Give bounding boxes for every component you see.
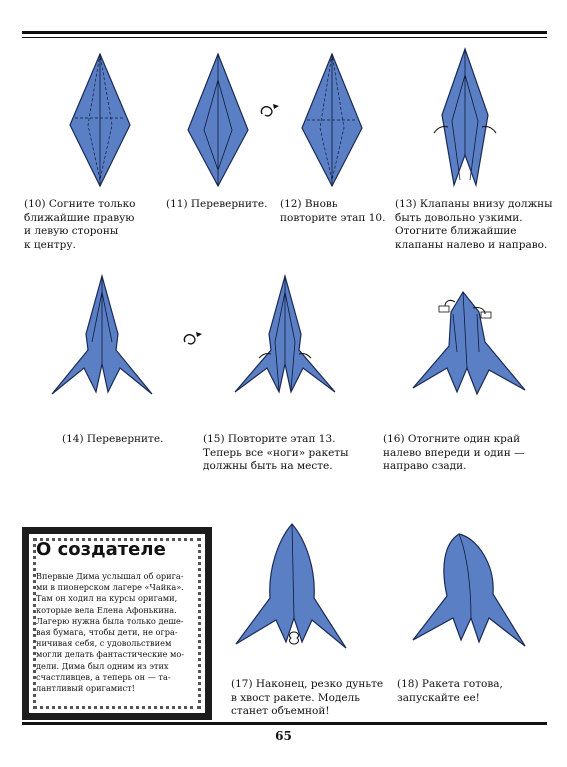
step-12-caption: (12) Вновь повторите этап 10. <box>280 198 386 224</box>
step-16-caption: (16) Отогните один край налево впереди и один — направо сзади. <box>383 433 525 472</box>
step-17-caption: (17) Наконец, резко дуньте в хвост ракете. Модель станет объемной! <box>231 678 384 717</box>
diagram-step-17 <box>230 520 360 660</box>
step-13-caption: (13) Клапаны внизу должны быть довольно узкими. Отогните ближайшие клапаны налево и направо. <box>395 198 553 251</box>
diagram-step-11 <box>178 50 258 190</box>
about-author-title: О создателе <box>36 539 166 560</box>
diagram-step-15 <box>225 272 345 402</box>
diagram-step-16 <box>405 272 535 402</box>
page-number: 65 <box>275 729 292 743</box>
step-10-caption: (10) Согните только ближайшие правую и левую стороны к центру. <box>24 198 136 251</box>
turn-over-arrow-icon <box>257 100 283 122</box>
diagram-step-10 <box>60 50 140 190</box>
blow-arrow-icon <box>290 632 299 644</box>
turn-over-arrow-icon-2 <box>180 328 206 350</box>
diagram-step-12 <box>292 50 372 190</box>
step-14-caption: (14) Переверните. <box>62 433 164 445</box>
about-author-box <box>22 527 212 720</box>
top-rule-thin <box>22 37 547 38</box>
diagram-step-13 <box>420 45 510 190</box>
step-15-caption: (15) Повторите этап 13. Теперь все «ноги» ракеты должны быть на месте. <box>203 433 349 472</box>
step-11-caption: (11) Переверните. <box>166 198 268 210</box>
about-author-text: Впервые Дима услышал об орига- ми в пионерском лагере «Чайка». Там он ходил на курсы оригами, которые вела Елена Афонькина. Лагерю нужна была только деше- вая бумага, чтобы дети, не огра- ничивая себя, с удовольствием могли делать фантастические мо- дели. Дима был одним из этих счастливцев, а теперь он — та- лантливый оригамист! <box>36 571 185 694</box>
diagram-step-14 <box>42 272 162 402</box>
diagram-step-18 <box>405 520 535 660</box>
top-rule-thick <box>22 31 547 34</box>
bottom-rule <box>22 722 547 725</box>
step-18-caption: (18) Ракета готова, запускайте ее! <box>397 678 503 704</box>
